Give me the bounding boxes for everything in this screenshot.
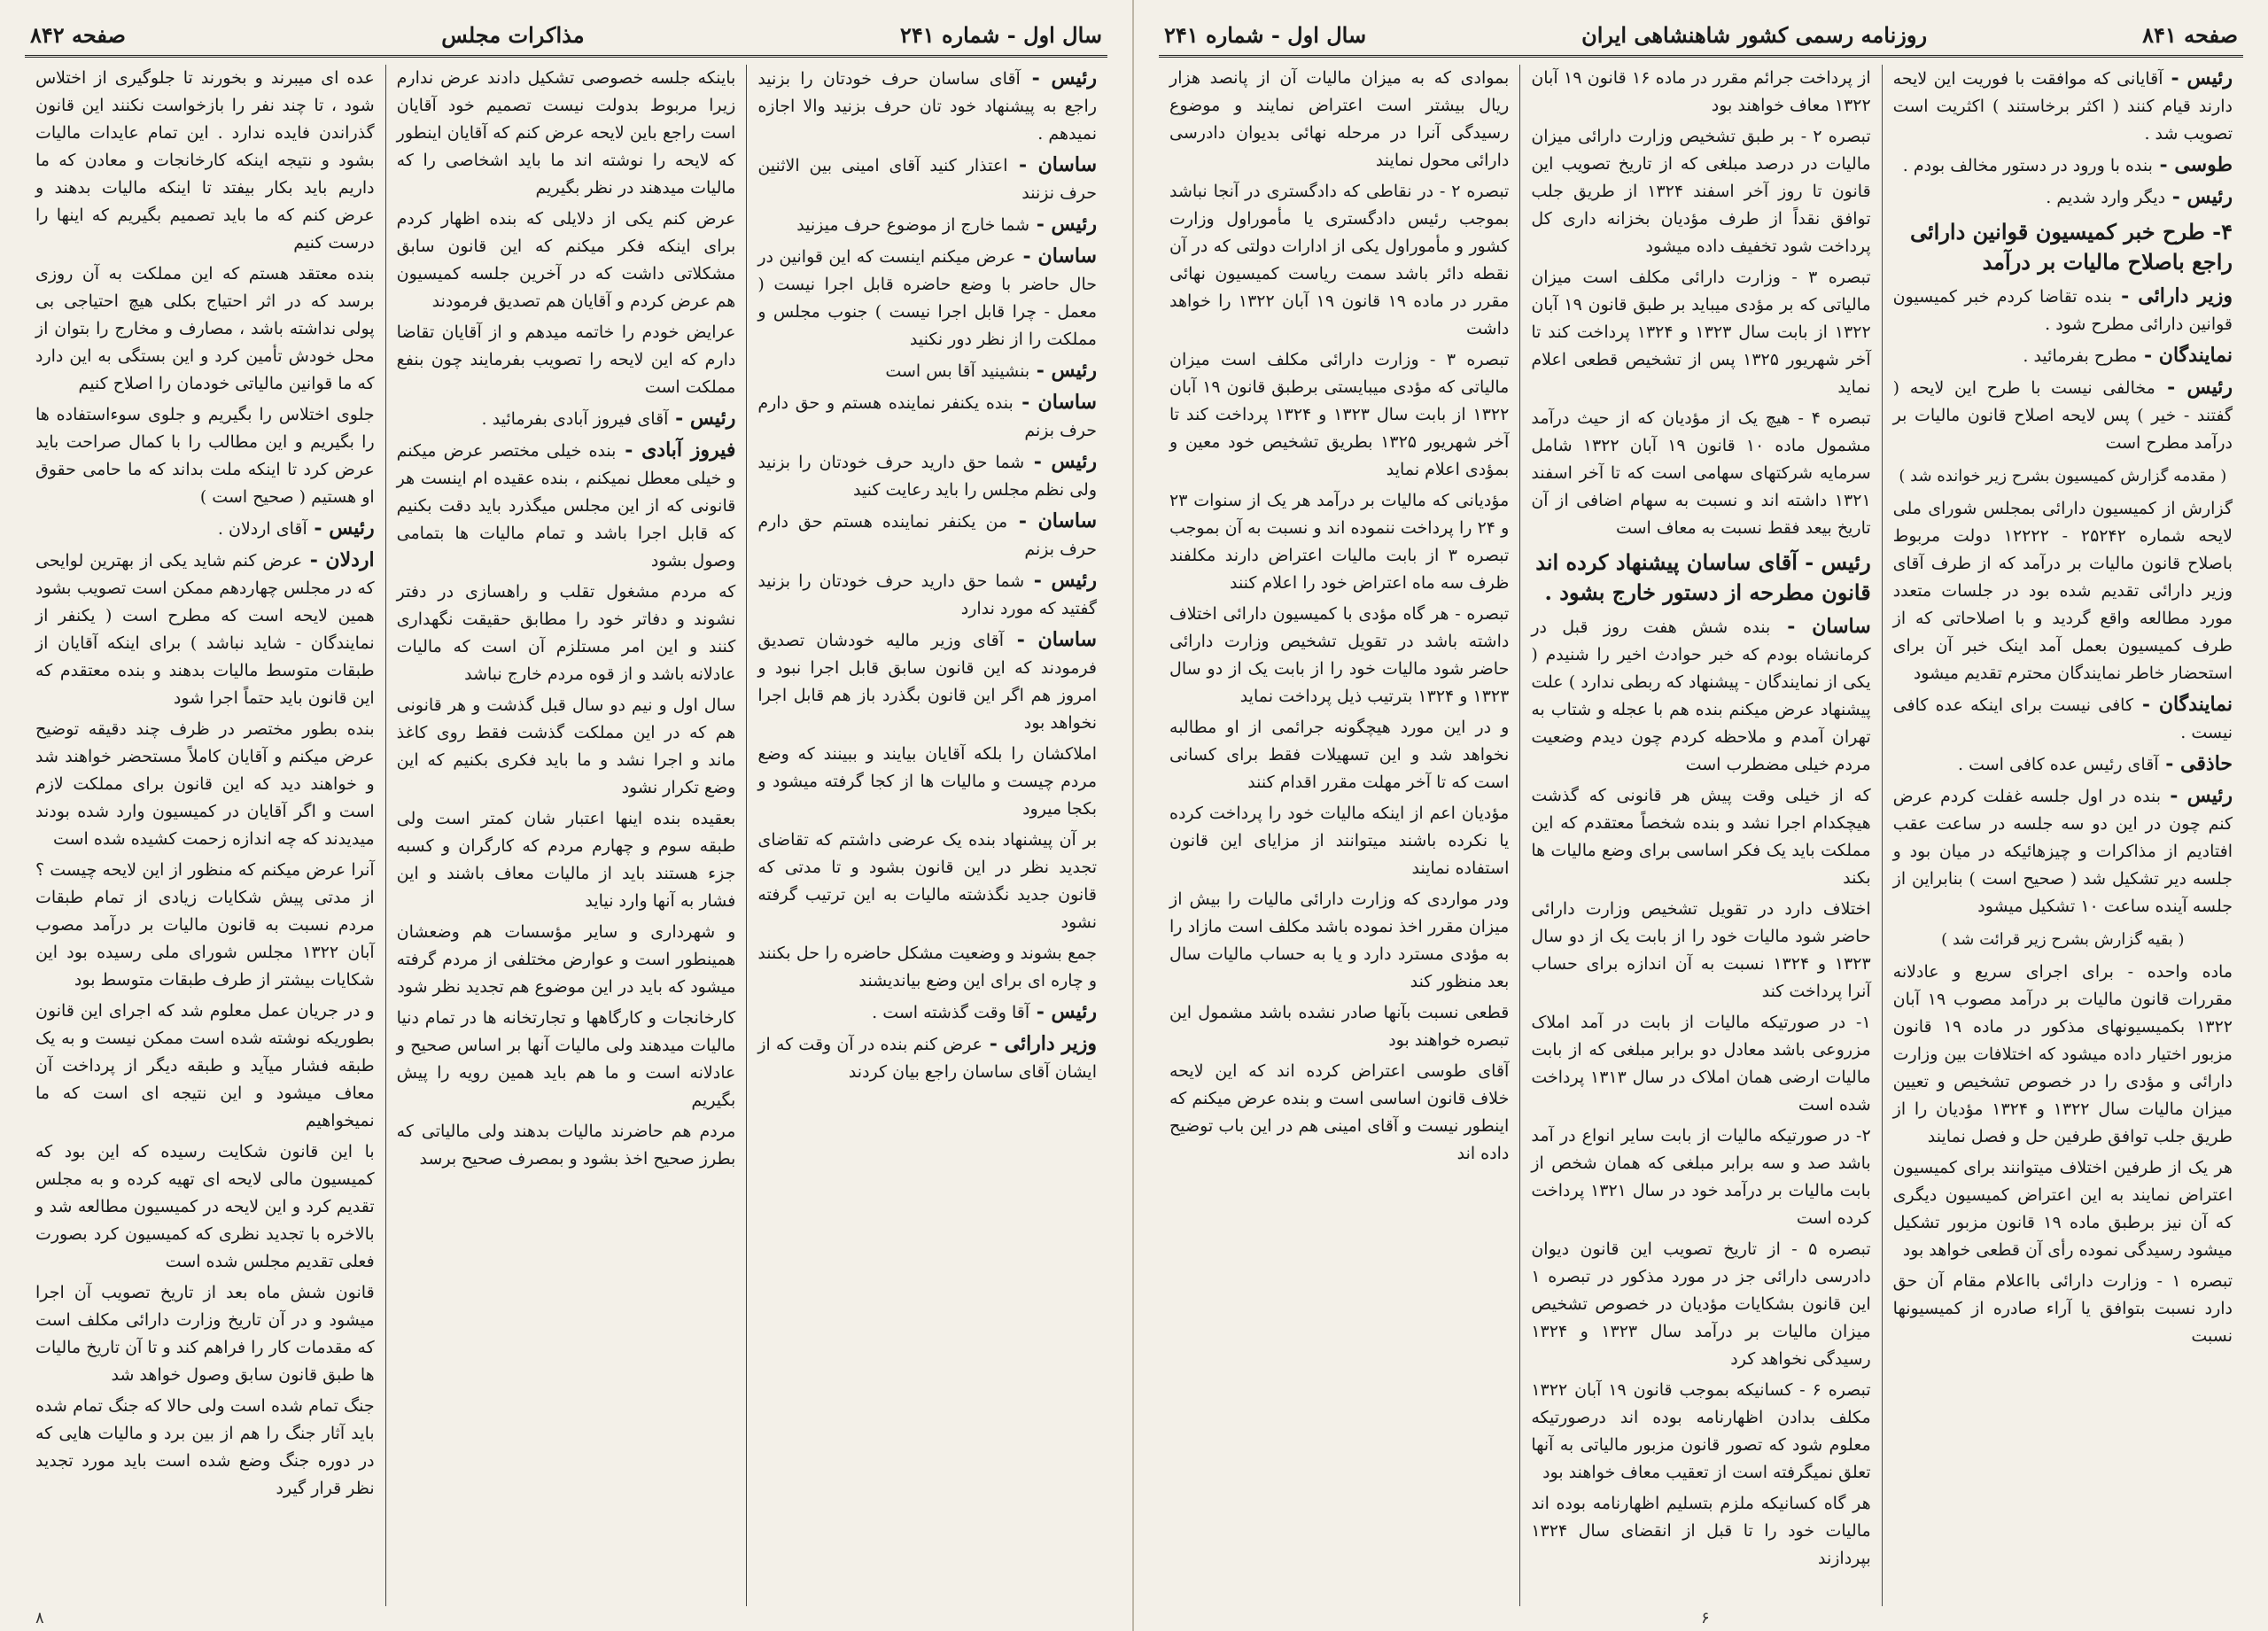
speaker-name: حاذقی - <box>2158 752 2233 775</box>
body-paragraph: تبصره ۵ - از تاریخ تصویب این قانون دیوان دادرسی دارائی جز در مورد مذکور در تبصره ۱ این قانون بشکایات مؤدیان در خصوص تشخیص میزان مالیات بر درآمد سال ۱۳۲۳ و ۱۳۲۴ رسیدگی نخواهد کرد <box>1531 1239 1871 1369</box>
body-paragraph: گزارش از کمیسیون دارائی بمجلس شورای ملی لایحه شماره ۲۵۲۴۲ - ۱۲۲۲۲ دولت مربوط باصلاح قانون مالیات بر درآمد که از طرف آقای وزیر دارائی تقدیم شده بود در جلسات متعدد مورد مطالعه واقع گردید و با اصلاحاتی که از طرف کمیسیون بعمل آمد اینک خبر آن برای استحضار خاطر نمایندگان محترم تقدیم میشود <box>1892 499 2233 683</box>
left-column-1 <box>25 65 385 1606</box>
speaker-paragraph <box>757 151 1097 207</box>
body-paragraph: قطعی نسبت بآنها صادر نشده باشد مشمول این تبصره خواهند بود <box>1169 1003 1510 1050</box>
body-paragraph: با این قانون شکایت رسیده که این بود که کمیسیون مالی لایحه ای تهیه کرده و به مجلس تقدیم کرد و این لایحه در کمیسیون مطالعه شد و بالاخره با تجدید نظری که کمیسیون کرد بصورت فعلی تقدیم مجلس شده است <box>35 1142 375 1271</box>
left-column-2 <box>385 65 747 1606</box>
speech-text: آقایانی که موافقت با فوریت این لایحه دارند قیام کنند ( اکثر برخاستند ) اکثریت است تصویب شد . <box>1892 69 2233 144</box>
speech-text: کافی نیست برای اینکه عده کافی نیست . <box>1892 695 2233 742</box>
body-paragraph: عرایض خودم را خاتمه میدهم و از آقایان تقاضا دارم که این لایحه را تصویب بفرمایند چون بنفع مملکت است <box>396 322 736 397</box>
body-paragraph: از پرداخت جرائم مقرر در ماده ۱۶ قانون ۱۹ آبان ۱۳۲۲ معاف خواهند بود <box>1531 68 1871 115</box>
speaker-name: ساسان - <box>1007 509 1097 532</box>
speech-text: مطرح بفرمائید . <box>2023 346 2138 366</box>
body-paragraph: بنده معتقد هستم که این مملکت به آن روزی برسد که در اثر احتیاج بکلی هیچ احتیاجی بی پولی نداشته باشد ، مصارف و مخارج را بتوان از محل خودش تأمین کرد و این بستگی به این دارد که ما قوانین مالیاتی خودمان را اصلاح کنیم <box>35 264 375 393</box>
speaker-name: وزیر دارائی - <box>2112 284 2233 307</box>
body-paragraph: ۲- در صورتیکه مالیات از بابت سایر انواع در آمد باشد صد و سه برابر مبلغی که همان شخص از بابت مالیات بر درآمد خود در سال ۱۳۲۱ پرداخت کرده است <box>1531 1126 1871 1228</box>
body-paragraph: جمع بشوند و وضعیت مشکل حاضره را حل بکنند و چاره ای برای این وضع بیاندیشند <box>757 944 1097 990</box>
speech-text: مخالفی نیست با طرح این لایحه ( گفتند - خیر ) پس لایحه اصلاح قانون مالیات بر درآمد مطرح است <box>1892 378 2233 453</box>
right-running-head <box>1159 19 2243 58</box>
body-paragraph: بنده بطور مختصر در ظرف چند دقیقه توضیح عرض میکنم و آقایان کاملاً مستحضر خواهند شد و خواهند دید که این قانون برای مملکت لازم است و اگر آقایان در کمیسیون وارد شده بودند میدیدند که چه اندازه زحمت کشیده شده است <box>35 719 375 849</box>
speaker-name: ساسان - <box>1007 153 1097 176</box>
body-paragraph: اختلاف دارد در تقویل تشخیص وزارت دارائی حاضر شود مالیات خود را از بابت یک از دو سال ۱۳۲۳ و ۱۳۲۴ نسبت به آن اندازه برای حساب آنرا پرداخت کند <box>1531 899 1871 1001</box>
speaker-name: رئیس - <box>307 516 375 540</box>
speech-text: بنده یکنفر نماینده هستم و حق دارم حرف بزنم <box>757 393 1097 440</box>
speaker-paragraph <box>757 211 1097 239</box>
speaker-paragraph <box>397 405 736 433</box>
speaker-name: رئیس - <box>2155 376 2233 399</box>
body-paragraph: کارخانجات و کارگاهها و تجارتخانه ها در تمام دنیا مالیات میدهند ولی مالیات آنها بر اساس صحیح و عادلانه است و ما هم باید همین رویه را پیش بگیریم <box>396 1008 736 1110</box>
speaker-name: رئیس - <box>1029 359 1097 382</box>
right-column-1 <box>1882 65 2243 1606</box>
speech-text: شما حق دارید حرف خودتان را بزنید ولی نظم مجلس را باید رعایت کنید <box>757 453 1097 500</box>
speaker-paragraph <box>397 437 736 575</box>
speaker-name: ساسان - <box>1770 615 1871 638</box>
speaker-name: رئیس - <box>1029 213 1097 236</box>
speech-text: آقا وقت گذشته است . <box>872 1003 1030 1022</box>
body-paragraph: عرض کنم یکی از دلایلی که بنده اظهار کردم برای اینکه فکر میکنم که این قانون سابق مشکلاتی داشت که در آخرین جلسه کمیسیون هم عرض کردم و آقایان هم تصدیق فرمودند <box>396 209 736 311</box>
left-issue: سال اول - شماره ۲۴۱ <box>899 21 1102 48</box>
speaker-paragraph <box>1893 65 2233 148</box>
body-paragraph: عده ای میبرند و بخورند تا جلوگیری از اختلاس شود ، تا چند نفر را بازخواست نکنند این قانون گذراندن فایده ندارد . این تمام عایدات مالیات بشود و نتیجه اینکه کارخانجات و معادن که ما داریم باید بکار بیفتد تا اینکه مالیات بدهند و عرض کنم که ما باید تصمیم بگیریم که اینها را درست کنیم <box>35 68 375 252</box>
speaker-paragraph <box>757 448 1097 504</box>
left-column-3 <box>746 65 1107 1606</box>
speech-text: آقای رئیس عده کافی است . <box>1958 755 2159 774</box>
body-paragraph: تبصره ۱ - وزارت دارائی بااعلام مقام آن حق دارد نسبت بتوافق یا آراء صادره از کمیسیونها نسبت <box>1892 1271 2233 1346</box>
right-column-3 <box>1159 65 1519 1606</box>
speaker-name: فیروز آبادی - <box>616 439 736 462</box>
body-paragraph: باینکه جلسه خصوصی تشکیل دادند عرض ندارم زیرا مربوط بدولت نیست تصمیم خود آقایان است راجع باین لایحه عرض کنم که آقایان اینطور که لایحه را نوشته اند ما باید اشخاصی را که مالیات میدهند در نظر بگیریم <box>396 68 736 198</box>
editorial-note: ( بقیه گزارش بشرح زیر قرائت شد ) <box>1941 930 2185 949</box>
body-paragraph: تبصره ۶ - کسانیکه بموجب قانون ۱۹ آبان ۱۳۲۲ مکلف بدادن اظهارنامه بوده اند درصورتیکه معلوم شود که تصور قانون مزبور مالیاتی به آنها تعلق نمیگرفته است از تعقیب معاف خواهند بود <box>1531 1380 1871 1482</box>
body-paragraph: املاکشان را بلکه آقایان بیایند و ببینند که وضع مردم چیست و مالیات ها از کجا گرفته میشود و بکجا میرود <box>757 744 1097 819</box>
speech-text: عرض میکنم اینست که این قوانین در حال حاضر با وضع حاضره قابل اجرا نیست ( معمل - چرا قابل اجرا نیست ) جنوب مجلس و مملکت را از نظر دور نکنید <box>757 247 1097 349</box>
speech-text: بنده با ورود در دستور مخالف بودم . <box>1902 156 2153 175</box>
body-paragraph: و در این مورد هیچگونه جرائمی از او مطالبه نخواهد شد و این تسهیلات فقط برای کسانی است که تا آخر مهلت مقرر اقدام کنند <box>1169 718 1510 792</box>
body-paragraph: تبصره ۴ - هیچ یک از مؤدیان که از حیث درآمد مشمول ماده ۱۰ قانون ۱۹ آبان ۱۳۲۲ شامل سرمایه شرکتهای سهامی است که تا آخر اسفند ۱۳۲۱ داشته اند و نسبت به سهام اضافی از آن تاریخ بیعد فقط نسبت به معاف است <box>1531 408 1871 538</box>
speaker-name: نمایندگان - <box>2137 344 2233 367</box>
speaker-name: رئیس - <box>668 407 736 430</box>
body-paragraph: جنگ تمام شده است ولی حالا که جنگ تمام شده باید آثار جنگ را هم از بین برد و مالیات هایی که در دوره جنگ وضع شده است باید مورد تجدید نظر قرار گیرد <box>35 1396 375 1498</box>
left-columns <box>25 65 1107 1606</box>
body-paragraph: ماده واحده - برای اجرای سریع و عادلانه مقررات قانون مالیات بر درآمد مصوب ۱۹ آبان ۱۳۲۲ بکمیسیونهای مذکور در ماده ۱۹ قانون مزبور اختیار داده میشود که اختلافات بین وزارت دارائی و مؤدی را در خصوص تشخیص و تعیین میزان مالیات سال ۱۳۲۲ و ۱۳۲۴ مؤدیان را از طریق جلب توافق طرفین حل و فصل نمایند <box>1892 962 2233 1146</box>
speech-text: بنده شش هفت روز قبل در کرمانشاه بودم که خبر حوادث اخیر را شنیدم ( یکی از نمایندگان - پیشنهاد که ربطی ندارد ) علت پیشنهاد عرض میکنم بنده هم با عجله و شتاب به تهران آمدم و ملاحظه کردم چون دیدم وضعیت مردم خیلی مضطرب است <box>1531 617 1871 774</box>
body-paragraph: بموادی که به میزان مالیات آن از پانصد هزار ریال بیشتر است اعتراض نمایند و موضوع رسیدگی آنرا در مرحله نهائی بدیوان دادرسی دارائی محول نمایند <box>1169 68 1510 170</box>
speech-text: آقای وزیر مالیه خودشان تصدیق فرمودند که این قانون سابق قابل اجرا نبود و امروز هم اگر این قانون بگذرد باز هم قابل اجرا نخواهد بود <box>757 631 1097 733</box>
body-paragraph: جلوی اختلاس را بگیریم و جلوی سوءاستفاده ها را بگیریم و این مطالب را با کمال صراحت باید عرض کرد تا اینکه ملت بداند که ما حامی حقوق او هستیم ( صحیح است ) <box>35 405 375 507</box>
body-paragraph: هر گاه کسانیکه ملزم بتسلیم اظهارنامه بوده اند مالیات خود را تا قبل از انقضای سال ۱۳۲۴ بپردازند <box>1531 1494 1871 1568</box>
speaker-paragraph <box>1893 691 2233 747</box>
left-section-title: مذاکرات مجلس <box>441 21 585 48</box>
right-footer-mark: ۶ <box>1701 1609 1710 1627</box>
speaker-paragraph <box>757 1030 1097 1086</box>
speaker-name: رئیس - <box>1020 66 1097 89</box>
body-paragraph: مردم هم حاضرند مالیات بدهند ولی مالیاتی که بطرز صحیح اخذ بشود و بمصرف صحیح برسد <box>396 1122 736 1169</box>
body-paragraph: هر یک از طرفین اختلاف میتوانند برای کمیسیون اعتراض نمایند به این اعتراض کمیسیون دیگری که آن نیز برطبق ماده ۱۹ قانون مزبور تشکیل میشود رسیدگی نموده رأی آن قطعی خواهد بود <box>1892 1158 2233 1260</box>
body-paragraph: ۱- در صورتیکه مالیات از بابت در آمد املاک مزروعی باشد معادل دو برابر مبلغی که از بابت مالیات ارضی همان املاک در سال ۱۳۱۳ پرداخت شده است <box>1531 1013 1871 1115</box>
right-section-title: روزنامه رسمی کشور شاهنشاهی ایران <box>1581 21 1928 48</box>
speaker-paragraph <box>1893 342 2233 370</box>
speaker-paragraph <box>757 567 1097 623</box>
body-paragraph: قانون شش ماه بعد از تاریخ تصویب آن اجرا میشود و در آن تاریخ وزارت دارائی مکلف است که مقدمات کار را فراهم کند و تا آن تاریخ مالیات ها طبق قانون سابق وصول خواهد شد <box>35 1283 375 1385</box>
body-paragraph: ودر مواردی که وزارت دارائی مالیات را بیش از میزان مقرر اخذ نموده باشد مکلف است مازاد را به مؤدی مسترد دارد و یا به حساب مالیات سال بعد منظور کند <box>1169 889 1510 991</box>
speaker-paragraph <box>757 243 1097 353</box>
body-paragraph: و در جریان عمل معلوم شد که اجرای این قانون بطوریکه نوشته شده است ممکن نیست و به یک طبقه فشار میآید و طبقه دیگر از پرداخت آن معاف میشود و این نتیجه ای است که ما نمیخواهیم <box>35 1001 375 1130</box>
speaker-paragraph <box>1893 750 2233 779</box>
speaker-name: ساسان - <box>1013 391 1097 414</box>
left-page-number: صفحه ۸۴۲ <box>30 21 126 48</box>
editorial-note: ( مقدمه گزارش کمیسیون بشرح زیر خوانده شد ) <box>1899 467 2227 485</box>
speaker-paragraph <box>1893 374 2233 457</box>
body-paragraph: و شهرداری و سایر مؤسسات هم وضعشان همینطور است و عوارض مختلفی از مردم گرفته میشود که باید در این موضوع هم تجدید نظر شود <box>396 922 736 997</box>
speaker-paragraph <box>757 65 1097 148</box>
body-paragraph: مؤدیان اعم از اینکه مالیات خود را پرداخت کرده یا نکرده باشند میتوانند از مزایای این قانون استفاده نمایند <box>1169 804 1510 878</box>
speaker-name: وزیر دارائی - <box>982 1032 1097 1055</box>
body-paragraph: بعقیده بنده اینها اعتبار شان کمتر است ولی طبقه سوم و چهارم مردم که کارگران و کسبه جزء هستند باید از مالیات معاف باشند و این فشار به آنها وارد نیاید <box>396 809 736 911</box>
speaker-name: رئیس - <box>2161 784 2233 807</box>
body-paragraph: تبصره ۲ - در نقاطی که دادگستری در آنجا نباشد بموجب رئیس دادگستری یا مأموراول وزارت کشور و مأموراول یکی از ادارات دولتی که در آن نقطه دائر باشد سمت ریاست کمیسیون نهائی مقرر در ماده ۱۹ قانون ۱۹ آبان ۱۳۲۲ را خواهد داشت <box>1169 182 1510 338</box>
speaker-paragraph <box>35 515 375 543</box>
speaker-paragraph <box>1893 183 2233 212</box>
speaker-name: رئیس - <box>1029 1000 1097 1023</box>
left-footer-mark: ۸ <box>35 1609 44 1627</box>
section-heading: رئیس - آقای ساسان پیشنهاد کرده اند قانون مطرحه از دستور خارج بشود . <box>1535 549 1871 605</box>
speaker-name: طوسی - <box>2152 153 2233 176</box>
speaker-name: ساسان - <box>1004 628 1097 651</box>
left-running-head <box>25 19 1107 58</box>
body-paragraph: که از خیلی وقت پیش هر قانونی که گذشت هیچکدام اجرا نشد و بنده شخصاً معتقدم که این مملکت باید یک فکر اساسی برای وضع مالیات ها بکند <box>1531 786 1871 888</box>
body-paragraph: که مردم مشغول تقلب و راهسازی در دفتر نشوند و دفاتر خود را مطابق حقیقت نگهداری کنند و این امر مستلزم آن است که مالیات عادلانه باشد و از قوه مردم خارج نباشد <box>396 582 736 684</box>
body-paragraph: بر آن پیشنهاد بنده یک عرضی داشتم که تقاضای تجدید نظر در این قانون بشود و تا مدتی که قانون جدید نگذشته مالیات به این ترتیب گرفته نشود <box>757 830 1097 932</box>
speaker-name: ساسان - <box>1015 245 1097 268</box>
body-paragraph: تبصره ۳ - وزارت دارائی مکلف است میزان مالیاتی که مؤدی میبایستی برطبق قانون ۱۹ آبان ۱۳۲۲ از بابت سال ۱۳۲۳ و ۱۳۲۴ پرداخت کند تا آخر شهریور ۱۳۲۵ بطریق تشخیص خود معین و بمؤدی اعلام نماید <box>1169 350 1510 479</box>
speech-text: شما حق دارید حرف خودتان را بزنید گفتید که مورد ندارد <box>757 571 1097 618</box>
body-paragraph: تبصره - هر گاه مؤدی با کمیسیون دارائی اختلاف داشته باشد در تقویل تشخیص وزارت دارائی حاضر شود مالیات خود را از بابت یک از دو سال ۱۳۲۳ و ۱۳۲۴ بترتیب ذیل پرداخت نماید <box>1169 604 1510 706</box>
body-paragraph: آقای طوسی اعتراض کرده اند که این لایحه خلاف قانون اساسی است و بنده عرض میکنم که اینطور نیست و آقای امینی هم در این باب توضیح داده اند <box>1169 1061 1510 1163</box>
speaker-paragraph <box>757 626 1097 737</box>
speaker-paragraph <box>1893 283 2233 338</box>
speech-text: بنده در اول جلسه غفلت کردم عرض کنم چون در این دو سه جلسه در ساعت عقب افتادیم از مذاکرات و چیزهائیکه در میان بود و جلسه دیر تشکیل شد ( صحیح است ) بنابراین از جلسه آینده ساعت ۱۰ تشکیل میشود <box>1892 787 2233 916</box>
speaker-name: رئیس - <box>1024 450 1097 473</box>
speech-text: دیگر وارد شدیم . <box>2046 188 2166 207</box>
speaker-paragraph <box>757 357 1097 385</box>
speech-text: عرض کنم بنده در آن وقت که از ایشان آقای ساسان راجع بیان کردند <box>757 1035 1097 1082</box>
right-page-number: صفحه ۸۴۱ <box>2142 21 2238 48</box>
speaker-name: رئیس - <box>1024 569 1097 592</box>
body-paragraph: تبصره ۳ - وزارت دارائی مکلف است میزان مالیاتی که بر مؤدی میباید بر طبق قانون ۱۹ آبان ۱۳۲۲ از بابت سال ۱۳۲۳ و ۱۳۲۴ پرداخت کند تا آخر شهریور ۱۳۲۵ پس از تشخیص قطعی اعلام نماید <box>1531 268 1871 397</box>
speech-text: آقای اردلان . <box>217 519 307 539</box>
speech-text: شما خارج از موضوع حرف میزنید <box>796 215 1030 235</box>
speaker-paragraph <box>757 508 1097 563</box>
body-paragraph: تبصره ۲ - بر طبق تشخیص وزارت دارائی میزان مالیات در درصد مبلغی که از تاریخ تصویب این قانون تا روز آخر اسفند ۱۳۲۴ از طریق جلب توافق نقداً از طرف مؤدیان بخزانه داری کل پرداخت شود تخفیف داده میشود <box>1531 127 1871 256</box>
speech-text: عرض کنم شاید یکی از بهترین لوایحی که در مجلس چهاردهم ممکن است تصویب بشود همین لایحه است که مطرح است ( یکنفر از نمایندگان - شاید نباشد ) برای اینکه آقایان از طبقات متوسط مالیات بدهند و بنده معتقدم که این قانون باید حتماً اجرا شود <box>35 551 375 708</box>
speech-text: آقای فیروز آبادی بفرمائید . <box>481 409 669 429</box>
speaker-paragraph <box>757 998 1097 1027</box>
body-paragraph: مؤدیانی که مالیات بر درآمد هر یک از سنوات ۲۳ و ۲۴ را پرداخت ننموده اند و نسبت به آن بموجب تبصره ۳ از بابت مالیات اعتراض دارند مکلفند ظرف سه ماه اعتراض خود را اعلام کنند <box>1169 491 1510 593</box>
speaker-name: رئیس - <box>2165 185 2233 208</box>
body-paragraph: سال اول و نیم دو سال قبل گذشت و هر قانونی هم که در این مملکت گذشت فقط روی کاغذ ماند و اجرا نشد و ما باید فکری بکنیم که این وضع تکرار نشود <box>396 695 736 797</box>
right-issue: سال اول - شماره ۲۴۱ <box>1164 21 1367 48</box>
speaker-paragraph <box>1893 782 2233 920</box>
speaker-paragraph <box>1893 151 2233 180</box>
speech-text: بنشینید آقا بس است <box>885 361 1030 381</box>
speaker-name: اردلان - <box>302 548 375 571</box>
right-page <box>1134 0 2268 1631</box>
speech-text: بنده خیلی مختصر عرض میکنم و خیلی معطل نمیکنم ، بنده عقیده ام اینست هر قانونی که از این مجلس میگذرد باید دقت بکنیم که قابل اجرا باشد و تمام مالیات ها بتمامی وصول بشود <box>396 441 736 571</box>
speech-text: آقای ساسان حرف خودتان را بزنید راجع به پیشنهاد خود تان حرف بزنید والا اجازه نمیدهم . <box>757 69 1097 144</box>
body-paragraph: آنرا عرض میکنم که منظور از این لایحه چیست ؟ از مدتی پیش شکایات زیادی از تمام طبقات مردم نسبت به قانون مالیات بر درآمد مصوب آبان ۱۳۲۲ مجلس شورای ملی رسیده بود این شکایات بیشتر از طرف طبقات متوسط بود <box>35 860 375 990</box>
right-column-2 <box>1519 65 1881 1606</box>
speaker-name: رئیس - <box>2163 66 2233 89</box>
speaker-paragraph <box>757 389 1097 445</box>
speech-text: اعتذار کنید آقای امینی بین الاثنین حرف نزنند <box>757 156 1097 203</box>
right-columns <box>1159 65 2243 1606</box>
speaker-paragraph <box>35 547 375 712</box>
section-heading: ۴- طرح خبر کمیسیون قوانین دارائی راجع باصلاح مالیات بر درآمد <box>1909 219 2233 275</box>
speaker-paragraph <box>1531 613 1870 779</box>
speech-text: من یکنفر نماینده هستم حق دارم حرف بزنم <box>757 512 1097 559</box>
speaker-name: نمایندگان - <box>2133 693 2233 716</box>
speech-text: بنده تقاضا کردم خبر کمیسیون قوانین دارائی مطرح شود . <box>1892 287 2233 334</box>
